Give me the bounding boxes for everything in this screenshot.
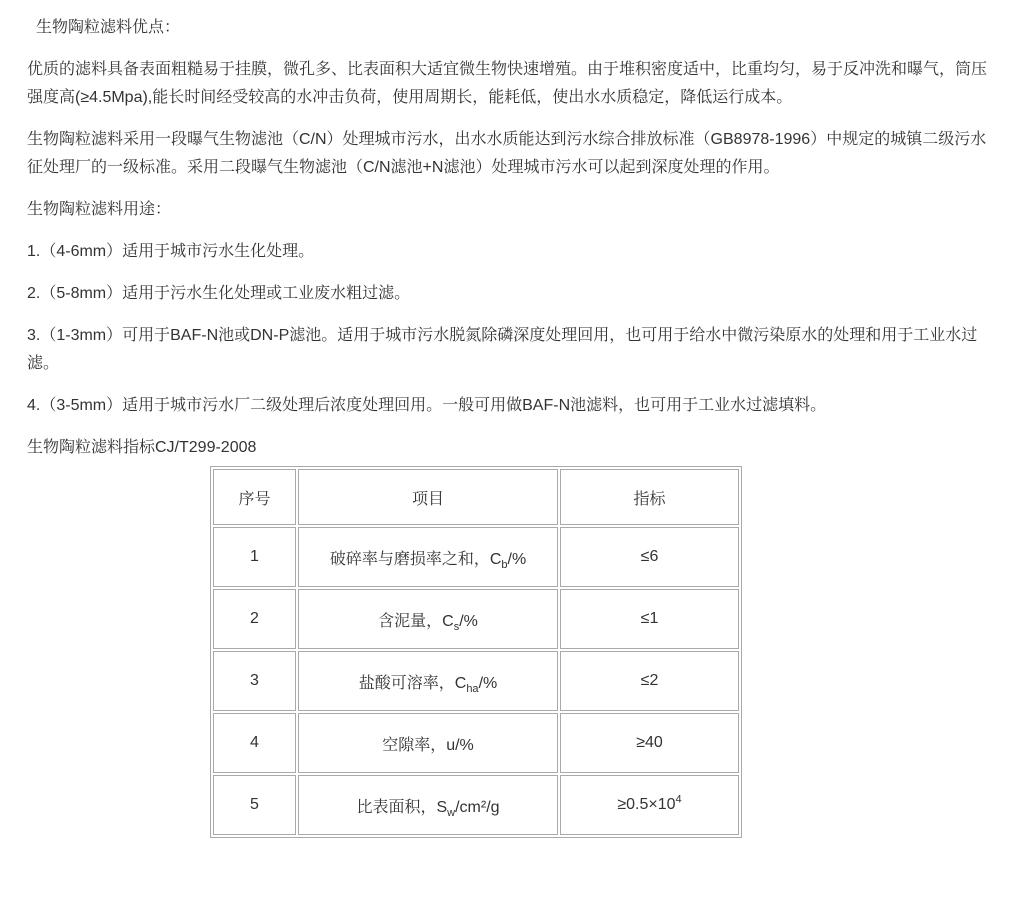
advantages-paragraph: 优质的滤料具备表面粗糙易于挂膜，微孔多、比表面积大适宜微生物快速增殖。由于堆积密度适中，比重均匀，易于反冲洗和曝气，筒压强度高(≥4.5Mpa),能长时间经受较高的水冲击负荷，使用周期长，能耗低，使出水水质稳定，降低运行成本。	[27, 61, 988, 106]
cell-item	[298, 775, 558, 835]
use-item-1: 1.（4-6mm）适用于城市污水生化处理。	[27, 243, 315, 260]
cell-no: 4	[213, 713, 296, 773]
use-item-3: 3.（1-3mm）可用于BAF-N池或DN-P滤池。适用于城市污水脱氮除磷深度处理回用，也可用于给水中微污染原水的处理和用于工业水过滤。	[27, 327, 978, 372]
header-cell-no: 序号	[213, 469, 296, 525]
item-unit: /%	[478, 674, 498, 692]
table-row	[213, 713, 739, 773]
value-text: ≥40	[636, 734, 663, 751]
cell-no: 2	[213, 589, 296, 649]
item-text: 盐酸可溶率，C	[358, 674, 467, 692]
cell-value	[560, 713, 739, 773]
document-page	[0, 14, 1026, 838]
cell-item	[298, 589, 558, 649]
item-unit: /%	[459, 612, 478, 630]
header-cell-value: 指标	[560, 469, 739, 525]
standard-paragraph: 生物陶粒滤料采用一段曝气生物滤池（C/N）处理城市污水，出水水质能达到污水综合排放标准（GB8978-1996）中规定的城镇二级污水征处理厂的一级标准。采用二段曝气生物滤池（C/N滤池+N滤池）处理城市污水可以起到深度处理的作用。	[27, 131, 987, 176]
table-header-row	[213, 469, 739, 525]
uses-heading: 生物陶粒滤料用途：	[27, 201, 172, 218]
item-unit: /cm²/g	[455, 798, 500, 816]
table-row	[213, 589, 739, 649]
cell-value	[560, 651, 739, 711]
table-title: 生物陶粒滤料指标CJ/T299-2008	[27, 439, 257, 456]
value-text: ≤2	[640, 672, 659, 689]
use-item-2: 2.（5-8mm）适用于污水生化处理或工业废水粗过滤。	[27, 285, 411, 302]
cell-value	[560, 775, 739, 835]
value-superscript: 4	[675, 793, 682, 806]
cell-value	[560, 527, 739, 587]
header-cell-item: 项目	[298, 469, 558, 525]
cell-no: 1	[213, 527, 296, 587]
value-text: ≤1	[640, 610, 659, 627]
item-subscript: b	[501, 558, 508, 571]
item-unit: /%	[507, 550, 527, 568]
cell-item	[298, 651, 558, 711]
cell-value	[560, 589, 739, 649]
item-subscript: s	[453, 620, 460, 633]
item-text: 破碎率与磨损率之和，C	[329, 550, 502, 568]
cell-item	[298, 527, 558, 587]
value-text: ≤6	[640, 548, 659, 565]
table-row	[213, 651, 739, 711]
value-text: ≥0.5×10	[617, 796, 676, 813]
use-item-4: 4.（3-5mm）适用于城市污水厂二级处理后浓度处理回用。一般可用做BAF-N池滤料，也可用于工业水过滤填料。	[27, 397, 827, 414]
item-subscript: w	[447, 806, 456, 819]
item-text: 比表面积，S	[356, 798, 448, 816]
cell-no: 5	[213, 775, 296, 835]
cell-no: 3	[213, 651, 296, 711]
item-subscript: ha	[466, 682, 479, 695]
cell-item	[298, 713, 558, 773]
advantages-heading: 生物陶粒滤料优点：	[36, 19, 181, 36]
item-text: 含泥量，C	[378, 612, 454, 630]
indicators-table	[210, 466, 742, 838]
item-text: 空隙率，u/%	[382, 736, 474, 754]
table-row	[213, 775, 739, 835]
table-row	[213, 527, 739, 587]
